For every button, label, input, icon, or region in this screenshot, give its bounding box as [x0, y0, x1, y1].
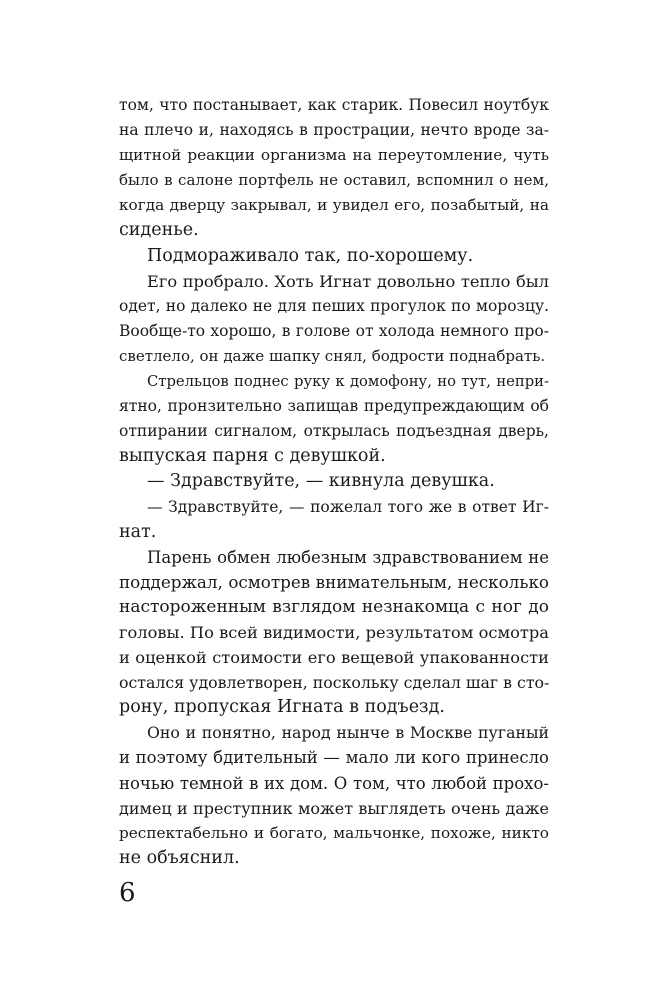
text-line: Подмораживало так, по-хорошему. [147, 245, 474, 266]
text-line: одет, но далеко не для пеших прогулок по морозцу. [119, 296, 549, 315]
text-line: и оценкой стоимости его вещевой упакованности [119, 648, 549, 668]
text-line: и поэтому бдительный — мало ли кого принесло [119, 748, 549, 768]
text-line: Стрельцов поднес руку к домофону, но тут, непри- [147, 373, 549, 391]
text-line: ятно, пронзительно запищав предупреждающим об [119, 397, 549, 416]
text-line: светлело, он даже шапку снял, бодрости поднабрать. [119, 346, 546, 365]
page-body [119, 93, 549, 871]
text-line: было в салоне портфель не оставил, вспомнил о нем, [119, 171, 549, 190]
text-line: на плечо и, находясь в прострации, нечто вроде за- [119, 121, 549, 140]
paragraph [119, 244, 549, 269]
text-line: Оно и понятно, народ нынче в Москве пуганый [147, 723, 549, 743]
text-line: нат. [119, 521, 157, 542]
text-line: том, что постанывает, как старик. Повесил ноутбук [119, 96, 549, 114]
text-line: поддержал, осмотрев внимательным, несколько [119, 571, 549, 592]
text-line: Вообще-то хорошо, в голове от холода немного про- [119, 321, 549, 340]
text-line: Его пробрало. Хоть Игнат довольно тепло был [147, 271, 549, 291]
paragraph [119, 545, 549, 721]
text-line: димец и преступник может выглядеть очень даже [119, 798, 549, 818]
text-line: рону, пропуская Игната в подъезд. [119, 697, 445, 718]
paragraph [119, 369, 549, 469]
page-number: 6 [119, 878, 136, 908]
text-line: выпуская парня с девушкой. [119, 446, 386, 467]
paragraph [119, 495, 549, 545]
text-line: когда дверцу закрывал, и увидел его, позабытый, на [119, 196, 549, 215]
text-line: остался удовлетворен, поскольку сделал шаг в сто- [119, 673, 550, 693]
text-line: сиденье. [119, 220, 199, 241]
paragraph [119, 269, 549, 369]
text-line: настороженным взглядом незнакомца с ног до [119, 596, 549, 617]
text-line: — Здравствуйте, — пожелал того же в ответ Иг- [147, 497, 549, 516]
paragraph [119, 720, 549, 871]
text-line: ночью темной в их дом. О том, что любой прохо- [119, 773, 549, 793]
text-line: отпирании сигналом, открылась подъездная дверь, [119, 422, 549, 441]
text-line: не объяснил. [119, 847, 240, 868]
text-line: респектабельно и богато, мальчонке, похоже, никто [119, 823, 549, 842]
text-line: головы. По всей видимости, результатом осмотра [119, 622, 549, 642]
paragraph [119, 469, 549, 494]
text-line: Парень обмен любезным здравствованием не [147, 547, 549, 567]
text-line: — Здравствуйте, — кивнула девушка. [147, 471, 495, 492]
paragraph [119, 93, 549, 244]
text-line: щитной реакции организма на переутомление, чуть [119, 146, 549, 165]
